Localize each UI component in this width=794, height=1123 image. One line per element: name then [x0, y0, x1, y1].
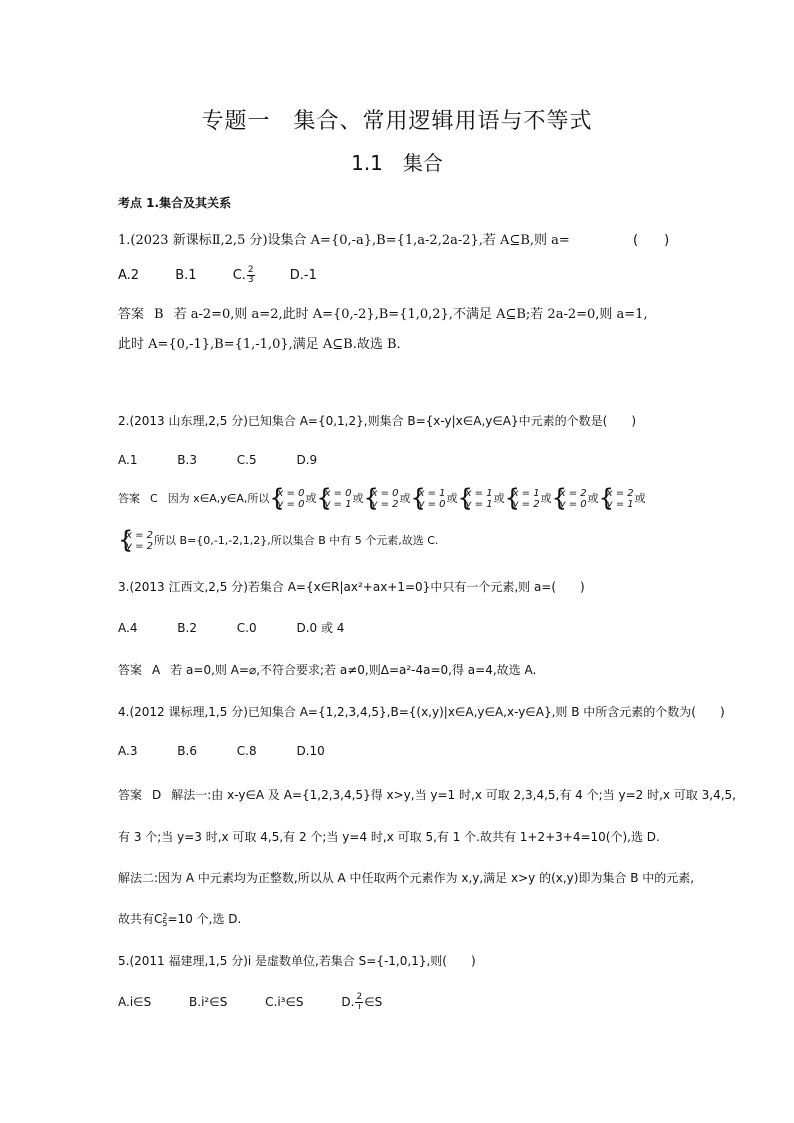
case-system: { x = 0 y = 1: [317, 488, 351, 510]
q1-stem-text: 1.(2023 新课标Ⅱ,2,5 分)设集合 A={0,-a},B={1,a-2,2a-2},若 A⊆B,则 a=: [118, 233, 570, 248]
q5-options: [118, 993, 382, 1012]
q4-answer-line2: 有 3 个;当 y=3 时,x 可取 4,5,有 2 个;当 y=4 时,x 可取 5,有 1 个.故共有 1+2+3+4=10(个),选 D.: [118, 830, 660, 844]
or-word: 或: [540, 492, 552, 505]
answer-letter: A: [152, 663, 161, 677]
or-word: 或: [446, 492, 458, 505]
answer-letter: B: [154, 307, 164, 322]
q3-option-a: A.4: [118, 621, 138, 635]
q1-paren: ( ): [633, 233, 670, 248]
answer-label: 答案: [118, 492, 140, 505]
q2-option-c: C.5: [236, 453, 257, 467]
q4-option-c: C.8: [236, 744, 257, 758]
case-system: { x = 1 y = 0: [412, 488, 446, 510]
q4-option-d: D.10: [296, 744, 325, 758]
or-word: 或: [587, 492, 599, 505]
case-system: { x = 2 y = 2: [119, 530, 153, 552]
answer-letter: D: [152, 788, 162, 802]
q1-options: [118, 266, 317, 285]
q1-answer-line2: 此时 A={0,-1},B={1,-1,0},满足 A⊆B.故选 B.: [118, 337, 401, 352]
answer-label: 答案: [118, 663, 143, 677]
section-subtitle: 1.1 集合: [351, 151, 443, 175]
or-word: 或: [352, 492, 364, 505]
answer-label: 答案: [118, 307, 145, 322]
topic-heading: 考点 1.集合及其关系: [118, 196, 232, 210]
case-system: { x = 0 y = 0: [270, 488, 304, 510]
q2-stem: 2.(2013 山东理,2,5 分)已知集合 A={0,1,2},则集合 B={x-y|x∈A,y∈A}中元素的个数是( ): [118, 414, 637, 428]
q4-options: [118, 744, 325, 758]
answer-letter: C: [150, 492, 158, 505]
q1-option-b: B.1: [175, 268, 197, 283]
q4-stem: 4.(2012 课标理,1,5 分)已知集合 A={1,2,3,4,5},B={(x,y)|x∈A,y∈A,x-y∈A},则 B 中所含元素的个数为( ): [118, 705, 725, 719]
q4-answer-line1: 答案 D 解法一:由 x-y∈A 及 A={1,2,3,4,5}得 x>y,当 y=1 时,x 可取 2,3,4,5,有 4 个;当 y=2 时,x 可取 3,4,5,: [118, 788, 736, 802]
q3-answer: 答案 A 若 a=0,则 A=⌀,不符合要求;若 a≠0,则Δ=a²-4a=0,得 a=4,故选 A.: [118, 663, 537, 677]
case-system: { x = 0 y = 2: [364, 488, 398, 510]
case-system: { x = 2 y = 0: [553, 488, 587, 510]
case-system: { x = 2 y = 1: [600, 488, 634, 510]
q2-answer-line2: { x = 2 y = 2 所以 B={0,-1,-2,1,2},所以集合 B 中有 5 个元素,故选 C.: [118, 530, 438, 552]
q2-option-b: B.3: [177, 453, 197, 467]
page-title: 专题一 集合、常用逻辑用语与不等式: [201, 109, 593, 134]
q2-options: [118, 453, 317, 467]
or-word: 或: [399, 492, 411, 505]
q3-stem: 3.(2013 江西文,2,5 分)若集合 A={x∈R|ax²+ax+1=0}中只有一个元素,则 a=( ): [118, 580, 585, 594]
q1-stem: [118, 229, 570, 248]
combination-symbol: C 2 5: [154, 911, 168, 928]
q1-option-a: A.2: [118, 268, 140, 283]
q1-option-c: C. $\frac{2}{3}$: [232, 265, 254, 285]
q1-option-d: D.-1: [289, 268, 317, 283]
q5-option-b: B.i²∈S: [189, 995, 228, 1009]
q4-option-b: B.6: [177, 744, 197, 758]
q3-options: [118, 619, 344, 636]
q4-answer-line4: 故共有C 2 5 =10 个,选 D.: [118, 911, 242, 928]
q3-option-c: C.0: [236, 621, 257, 635]
q4-option-a: A.3: [118, 744, 138, 758]
q3-option-b: B.2: [177, 621, 197, 635]
q5-stem: 5.(2011 福建理,1,5 分)i 是虚数单位,若集合 S={-1,0,1},则( ): [118, 954, 476, 968]
q2-answer-line1: 答案 C 因为 x∈A,y∈A,所以 { x = 0 y = 0 或 { x = 0 y = 1 或 { x = 0 y = 2 或 { x = 1 y = 0 或 { x = 1 y = 1 或 { x = 1 y = 2 或 { x = 2 y = 0 或 { x = 2 y = 1 或: [118, 488, 646, 510]
answer-label: 答案: [118, 788, 143, 802]
q5-option-a: A.i∈S: [118, 995, 152, 1009]
case-system: { x = 1 y = 1: [459, 488, 493, 510]
or-word: 或: [305, 492, 317, 505]
q2-option-d: D.9: [296, 453, 318, 467]
q3-option-d: D.0 或 4: [296, 621, 345, 635]
q4-answer-line3: 解法二:因为 A 中元素均为正整数,所以从 A 中任取两个元素作为 x,y,满足 x>y 的(x,y)即为集合 B 中的元素,: [118, 871, 695, 885]
q1-answer-line1: 答案 B 若 a-2=0,则 a=2,此时 A={0,-2},B={1,0,2},不满足 A⊆B;若 2a-2=0,则 a=1,: [118, 307, 648, 322]
q5-option-d: D. $\frac{2}{i}$ ∈S: [341, 992, 383, 1012]
or-word: 或: [493, 492, 505, 505]
q2-option-a: A.1: [118, 453, 138, 467]
q5-option-c: C.i³∈S: [265, 995, 304, 1009]
case-system: { x = 1 y = 2: [506, 488, 540, 510]
or-word: 或: [634, 492, 646, 505]
